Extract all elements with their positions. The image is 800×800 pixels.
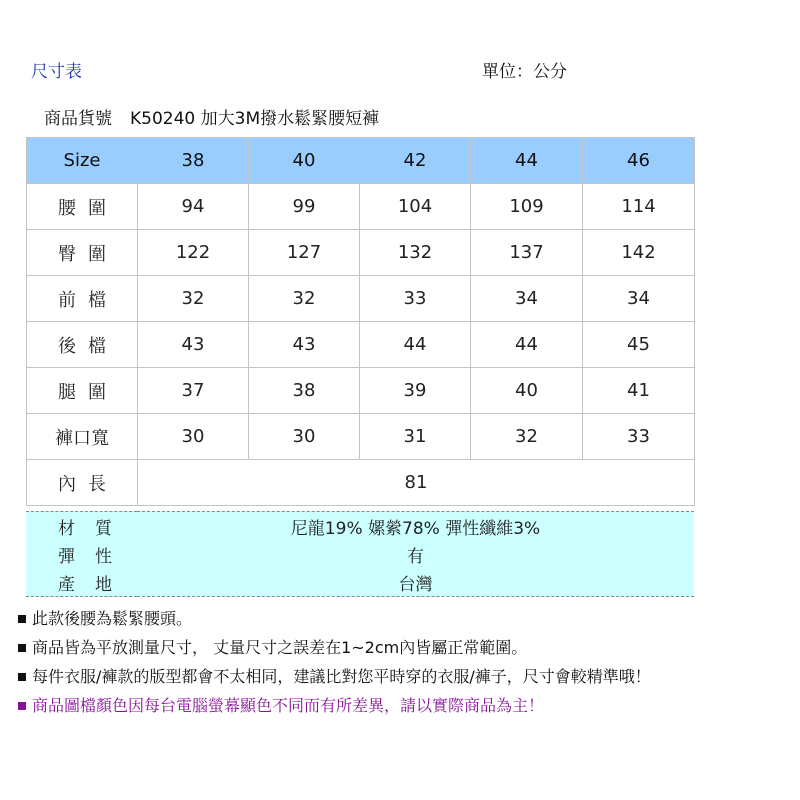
- size-header-cell: 46: [583, 138, 695, 184]
- material-row: [26, 512, 694, 541]
- size-header-cell: 44: [471, 138, 583, 184]
- origin-value: 台灣: [398, 574, 433, 595]
- material-value: 尼龍19% 嫘縈78% 彈性纖維3%: [290, 518, 541, 539]
- unit-label: 單位：公分: [482, 62, 567, 82]
- size-header-cell: 40: [249, 138, 360, 184]
- table-cell: 30: [249, 414, 360, 460]
- table-cell: 32: [249, 276, 360, 322]
- size-header-label: Size: [27, 138, 138, 184]
- chart-title: 尺寸表: [31, 62, 82, 82]
- elasticity-label: 彈性: [58, 546, 132, 567]
- table-cell: 32: [138, 276, 249, 322]
- table-cell: 45: [583, 322, 695, 368]
- size-header-cell: 38: [138, 138, 249, 184]
- table-cell: 32: [471, 414, 583, 460]
- size-header-row: [27, 138, 695, 184]
- table-cell: 38: [249, 368, 360, 414]
- row-label-inseam: 內長: [27, 460, 138, 506]
- note-item-color-warning: [18, 691, 651, 720]
- table-row: [27, 414, 695, 460]
- note-text: 商品圖檔顏色因每台電腦螢幕顯色不同而有所差異，請以實際商品為主！: [32, 696, 545, 715]
- square-bullet-icon: [18, 615, 26, 623]
- square-bullet-icon: [18, 702, 26, 710]
- note-item: [18, 662, 651, 691]
- table-row: [27, 184, 695, 230]
- size-table: [26, 137, 695, 506]
- inseam-value-cell: 81: [138, 460, 695, 506]
- material-label: 材質: [58, 518, 132, 539]
- table-row: [27, 460, 695, 506]
- table-row: [27, 368, 695, 414]
- product-name: K50240 加大3M撥水鬆緊腰短褲: [130, 109, 380, 129]
- note-item: [18, 604, 651, 633]
- product-label: 商品貨號: [44, 109, 112, 129]
- table-cell: 142: [583, 230, 695, 276]
- table-cell: 34: [471, 276, 583, 322]
- table-cell: 44: [471, 322, 583, 368]
- product-line: [44, 104, 379, 129]
- table-cell: 114: [583, 184, 695, 230]
- size-header-cell: 42: [360, 138, 471, 184]
- table-cell: 99: [249, 184, 360, 230]
- table-cell: 33: [360, 276, 471, 322]
- table-cell: 43: [138, 322, 249, 368]
- table-cell: 104: [360, 184, 471, 230]
- table-cell: 109: [471, 184, 583, 230]
- table-cell: 33: [583, 414, 695, 460]
- notes-list: [18, 604, 651, 720]
- table-cell: 122: [138, 230, 249, 276]
- table-cell: 127: [249, 230, 360, 276]
- row-label-leg-opening: 褲口寬: [27, 414, 138, 460]
- row-label-waist: 腰圍: [27, 184, 138, 230]
- origin-label: 產地: [58, 574, 132, 595]
- row-label-thigh: 腿圍: [27, 368, 138, 414]
- table-cell: 94: [138, 184, 249, 230]
- square-bullet-icon: [18, 673, 26, 681]
- note-text: 商品皆為平放測量尺寸， 丈量尺寸之誤差在1~2cm內皆屬正常範圍。: [32, 638, 528, 657]
- table-cell: 31: [360, 414, 471, 460]
- note-text: 此款後腰為鬆緊腰頭。: [32, 609, 193, 628]
- table-cell: 37: [138, 368, 249, 414]
- material-table: [26, 511, 694, 597]
- row-label-back-rise: 後檔: [27, 322, 138, 368]
- row-label-hip: 臀圍: [27, 230, 138, 276]
- table-row: [27, 230, 695, 276]
- table-cell: 44: [360, 322, 471, 368]
- table-row: [27, 322, 695, 368]
- table-cell: 39: [360, 368, 471, 414]
- table-cell: 43: [249, 322, 360, 368]
- table-cell: 132: [360, 230, 471, 276]
- note-text: 每件衣服/褲款的版型都會不太相同，建議比對您平時穿的衣服/褲子，尺寸會較精準哦！: [32, 667, 651, 686]
- table-cell: 40: [471, 368, 583, 414]
- note-item: [18, 633, 651, 662]
- table-cell: 30: [138, 414, 249, 460]
- elasticity-row: [26, 540, 694, 568]
- origin-row: [26, 568, 694, 597]
- table-row: [27, 276, 695, 322]
- table-cell: 34: [583, 276, 695, 322]
- square-bullet-icon: [18, 644, 26, 652]
- table-cell: 137: [471, 230, 583, 276]
- row-label-front-rise: 前檔: [27, 276, 138, 322]
- elasticity-value: 有: [407, 546, 424, 567]
- table-cell: 41: [583, 368, 695, 414]
